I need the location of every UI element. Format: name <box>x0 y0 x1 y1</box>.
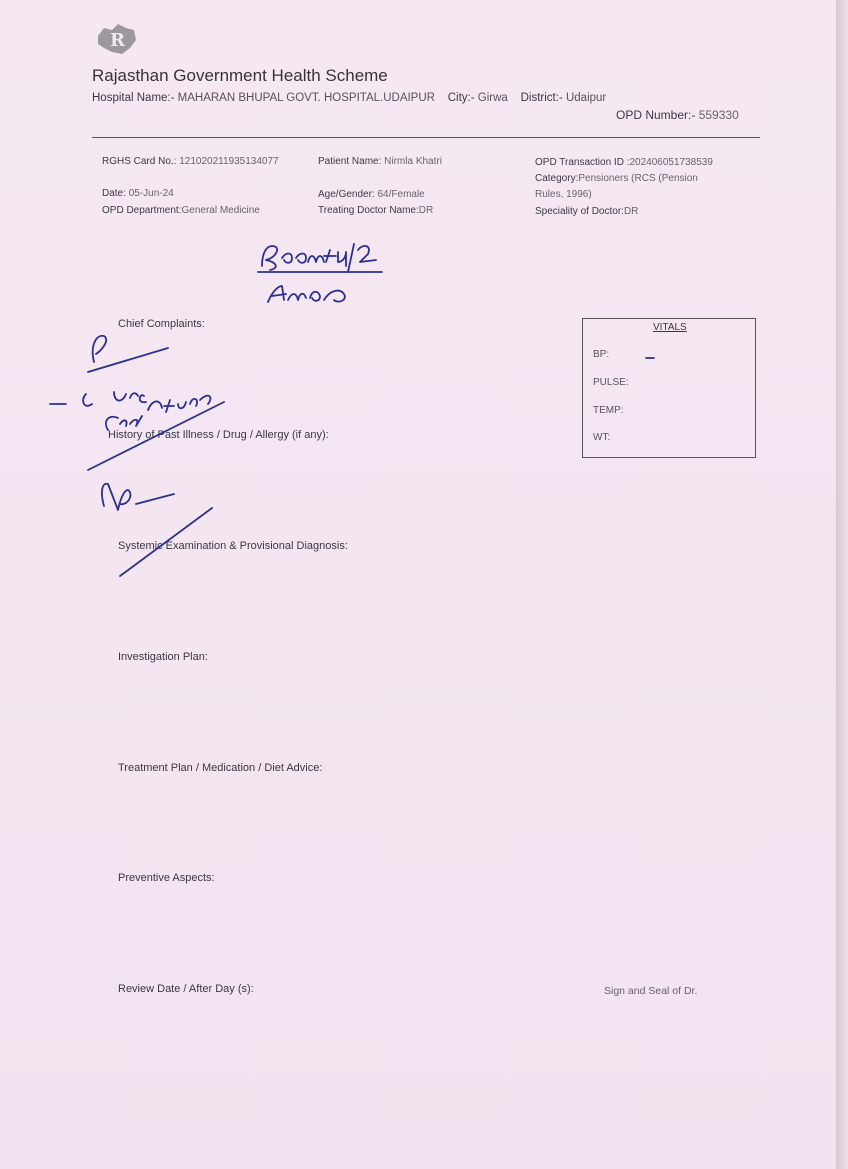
card-number <box>102 156 279 167</box>
vitals-pulse: PULSE: <box>593 377 629 388</box>
visit-date <box>102 188 174 199</box>
speciality-value: DR <box>623 206 639 217</box>
doctor-value: DR <box>418 205 434 216</box>
txn-label: OPD Transaction ID : <box>535 157 630 168</box>
rghs-logo-icon <box>94 22 138 56</box>
history-label: History of Past Illness / Drug / Allergy (if any): <box>108 429 329 441</box>
vitals-bp: BP: <box>593 349 610 360</box>
page-edge <box>836 0 848 1169</box>
hospital-line <box>92 92 606 104</box>
age-label: Age/Gender: <box>318 189 375 200</box>
vitals-heading: VITALS <box>653 322 687 333</box>
city-value: Girwa <box>477 92 508 104</box>
opd-number-value: 559330 <box>698 108 739 122</box>
age-value: 64/Female <box>377 189 425 200</box>
category-label: Category: <box>535 173 579 184</box>
name-value: Nirmla Khatri <box>384 156 442 167</box>
treatment-plan-label: Treatment Plan / Medication / Diet Advice: <box>118 762 323 774</box>
treating-doctor <box>318 205 433 216</box>
card-label: RGHS Card No.: <box>102 156 177 167</box>
date-label: Date: <box>102 188 126 199</box>
review-date-label: Review Date / After Day (s): <box>118 983 254 995</box>
speciality-label: Speciality of Doctor: <box>535 206 624 217</box>
hospital-value: MAHARAN BHUPAL GOVT. HOSPITAL.UDAIPUR <box>177 92 435 104</box>
systemic-examination-label: Systemic Examination & Provisional Diagnosis: <box>118 540 348 552</box>
opd-number <box>616 108 739 122</box>
dept-value: General Medicine <box>181 205 260 216</box>
header-divider <box>92 137 760 138</box>
sign-and-seal-label: Sign and Seal of Dr. <box>604 985 698 997</box>
patient-name <box>318 156 442 167</box>
hospital-label: Hospital Name:- <box>92 92 175 104</box>
preventive-aspects-label: Preventive Aspects: <box>118 872 215 884</box>
vitals-temp: TEMP: <box>593 405 624 416</box>
category-value: Pensioners (RCS (Pension <box>578 173 698 184</box>
age-gender <box>318 189 425 200</box>
category <box>535 173 698 184</box>
doctor-label: Treating Doctor Name: <box>318 205 419 216</box>
chief-complaints-label: Chief Complaints: <box>118 318 205 330</box>
speciality <box>535 206 638 217</box>
opd-transaction <box>535 157 713 168</box>
opd-number-label: OPD Number:- <box>616 108 696 122</box>
district-value: Udaipur <box>565 92 607 104</box>
category-value-cont: Rules, 1996) <box>535 189 592 200</box>
scheme-title: Rajasthan Government Health Scheme <box>92 66 388 85</box>
investigation-plan-label: Investigation Plan: <box>118 651 208 663</box>
date-value: 05-Jun-24 <box>128 188 174 199</box>
opd-department <box>102 205 260 216</box>
city-label: City:- <box>447 92 475 104</box>
card-value: 121020211935134077 <box>179 156 279 167</box>
vitals-wt: WT: <box>593 432 611 443</box>
txn-value: 202406051738539 <box>629 157 713 168</box>
dept-label: OPD Department: <box>102 205 182 216</box>
svg-text:R: R <box>110 30 125 51</box>
district-label: District:- <box>520 92 563 104</box>
name-label: Patient Name: <box>318 156 382 167</box>
vitals-box <box>582 318 756 458</box>
